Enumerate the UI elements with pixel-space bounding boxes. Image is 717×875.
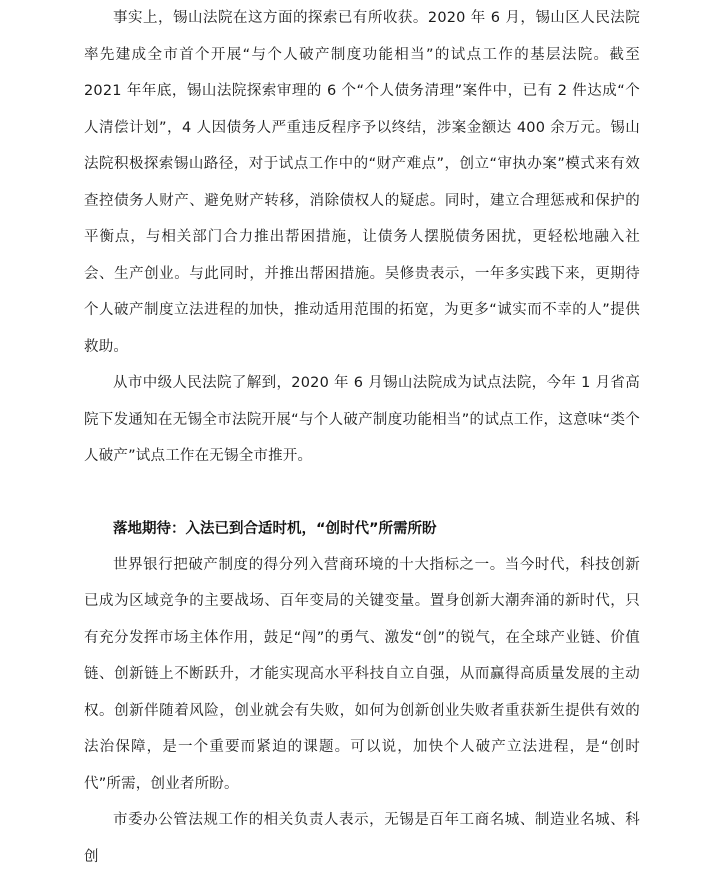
- paragraph: 事实上，锡山法院在这方面的探索已有所收获。2020 年 6 月，锡山区人民法院率先建成全市首个开展“与个人破产制度功能相当”的试点工作的基层法院。截至 2021 年年底，锡山法院探索审理的 6 个“个人债务清理”案件中，已有 2 件达成“个人清偿计划”，4 人因债务人严重违反程序予以终结，涉案金额达 400 余万元。锡山法院积极探索锡山路径，对于试点工作中的“财产难点”，创立“审执办案”模式来有效查控债务人财产、避免财产转移，消除债权人的疑虑。同时，建立合理惩戒和保护的平衡点，与相关部门合力推出帮困措施，让债务人摆脱债务困扰，更轻松地融入社会、生产创业。与此同时，并推出帮困措施。吴修贵表示，一年多实践下来，更期待个人破产制度立法进程的加快，推动适用范围的拓宽，为更多“诚实而不幸的人”提供救助。: [84, 10, 640, 355]
- paragraph: 世界银行把破产制度的得分列入营商环境的十大指标之一。当今时代，科技创新已成为区域竞争的主要战场、百年变局的关键变量。置身创新大潮奔涌的新时代，只有充分发挥市场主体作用，鼓足“闯”的勇气、激发“创”的锐气，在全球产业链、价值链、创新链上不断跃升，才能实现高水平科技自立自强，从而赢得高质量发展的主动权。创新伴随着风险，创业就会有失败，如何为创新创业失败者重获新生提供有效的法治保障，是一个重要而紧迫的课题。可以说，加快个人破产立法进程，是“创时代”所需，创业者所盼。: [84, 556, 640, 792]
- article-body: [84, 0, 640, 875]
- section-spacer: [84, 475, 640, 511]
- paragraph: 从市中级人民法院了解到，2020 年 6 月锡山法院成为试点法院，今年 1 月省高院下发通知在无锡全市法院开展“与个人破产制度功能相当”的试点工作，这意味“类个人破产”试点工作在无锡全市推开。: [84, 375, 640, 464]
- section-heading: 落地期待：入法已到合适时机，“创时代”所需所盼: [113, 520, 437, 537]
- paragraph: 市委办公管法规工作的相关负责人表示，无锡是百年工商名城、制造业名城、科创: [84, 812, 640, 865]
